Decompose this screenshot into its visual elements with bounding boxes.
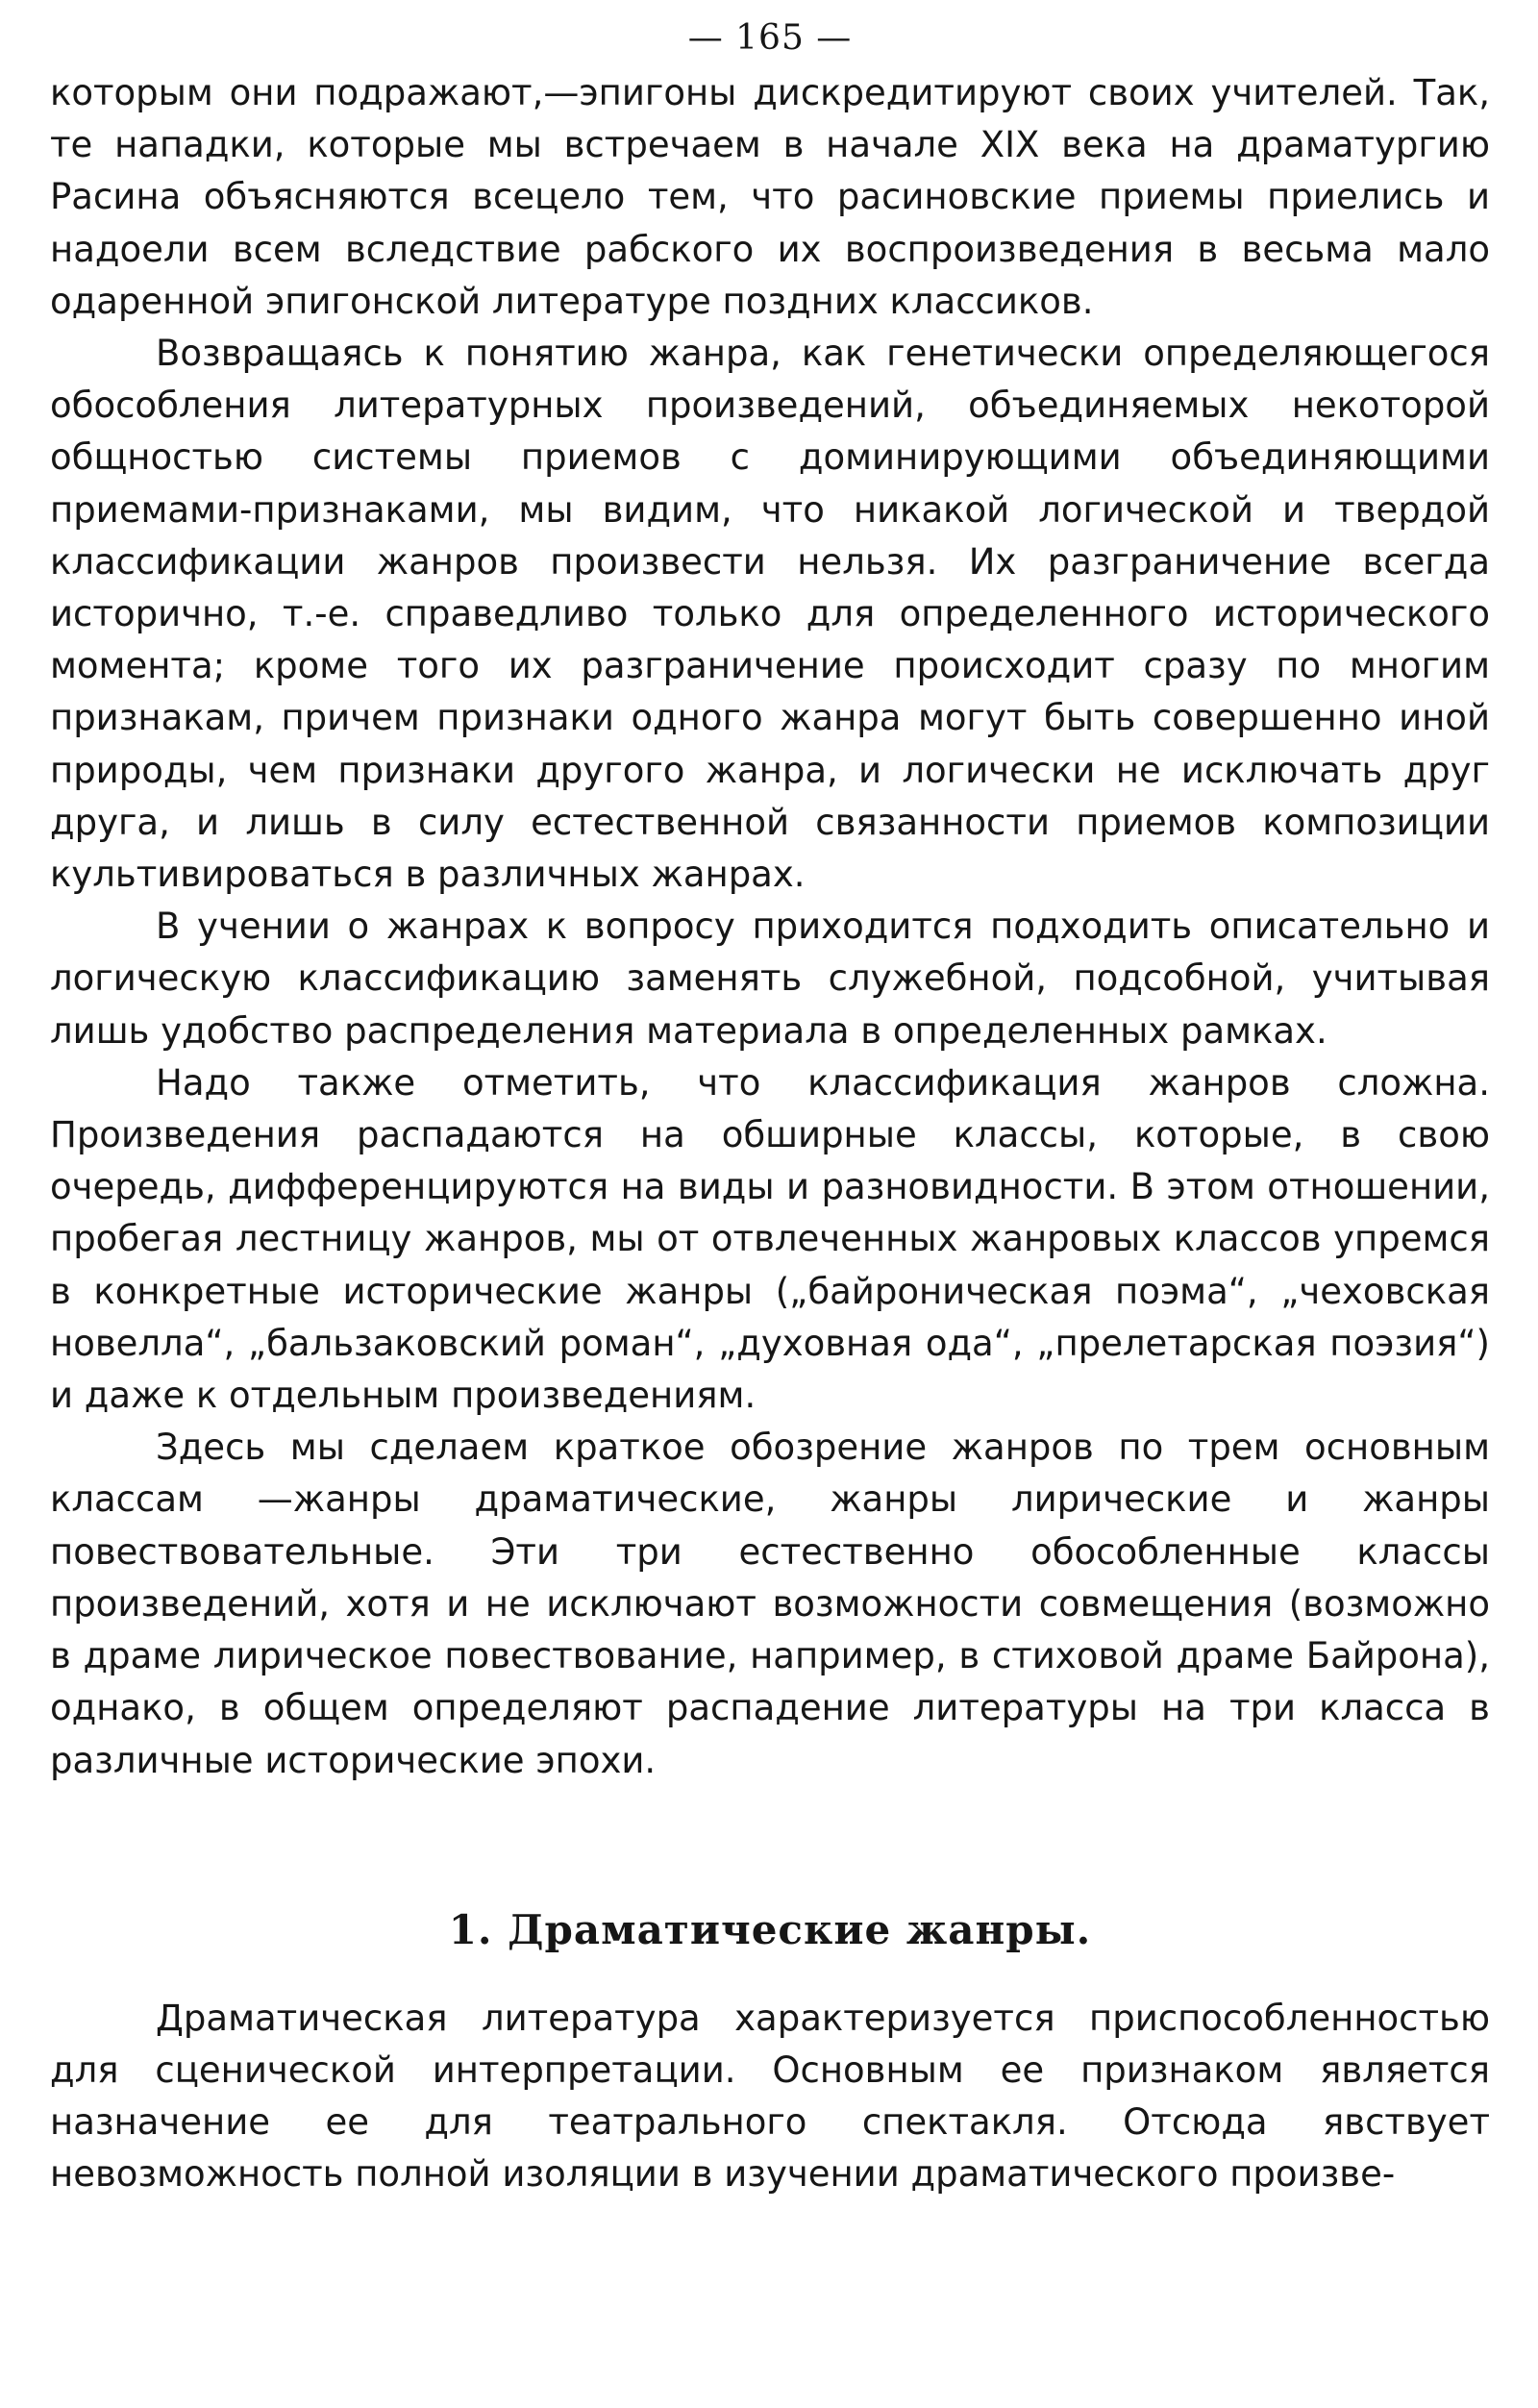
paragraph-epigones: которым они подражают,—эпигоны дискредитируют своих учителей. Так, те нападки, которые мы встречаем в начале XIX века на драматургию Расина объясняются всецело тем, что расиновские приемы приелись и надоели всем вследствие рабского их воспроизведения в весьма мало одаренной эпигонской литературе поздних классиков. — [50, 72, 1490, 322]
section-heading-dramatic-genres: 1. Драматические жанры. — [448, 1905, 1092, 1953]
paragraph-three-classes: Здесь мы сделаем краткое обозрение жанров по трем основным классам —жанры драматические, жанры лирические и жанры повествовательные. Эти три естественно обособленные классы произведений, хотя и не исключают возможности совмещения (возможно в драме лирическое повествование, например, в стиховой драме Байрона), однако, в общем определяют распадение литературы на три класса в различные исторические эпохи. — [50, 1427, 1490, 1781]
page-number: — 165 — — [687, 18, 853, 58]
paragraph-dramatic-literature: Драматическая литература характеризуется приспособленностью для сценической интерпретации. Основным ее признаком является назначение ее для театрального спектакля. Отсюда явствует невозможность полной изоляции в изучении драматического произве- — [50, 1997, 1490, 2196]
book-page — [50, 10, 1490, 2201]
paragraph-genre-study: В учении о жанрах к вопросу приходится подходить описательно и логическую классификацию заменять служебной, подсобной, учитывая лишь удобство распределения материала в определенных рамках. — [50, 906, 1490, 1052]
paragraph-genre-concept: Возвращаясь к понятию жанра, как генетически определяющегося обособления литературных произведений, объединяемых некоторой общностью системы приемов с доминирующими объединяющими приемами-признаками, мы видим, что никакой логической и твердой классификации жанров произвести нельзя. Их разграничение всегда исторично, т.-е. справедливо только для определенного исторического момента; кроме того их разграничение происходит сразу по многим признакам, причем признаки одного жанра могут быть совершенно иной природы, чем признаки другого жанра, и логически не исключать друг друга, и лишь в силу естественной связанности приемов композиции культивироваться в различных жанрах. — [50, 333, 1490, 896]
paragraph-genre-classification: Надо также отметить, что классификация жанров сложна. Произведения распадаются на обширные классы, которые, в свою очередь, дифференцируются на виды и разновидности. В этом отношении, пробегая лестницу жанров, мы от отвлеченных жанровых классов упремся в конкретные исторические жанры („байроническая поэма“, „чеховская новелла“, „бальзаковский роман“, „духовная ода“, „прелетарская поэзия“) и даже к отдельным произведениям. — [50, 1061, 1490, 1417]
